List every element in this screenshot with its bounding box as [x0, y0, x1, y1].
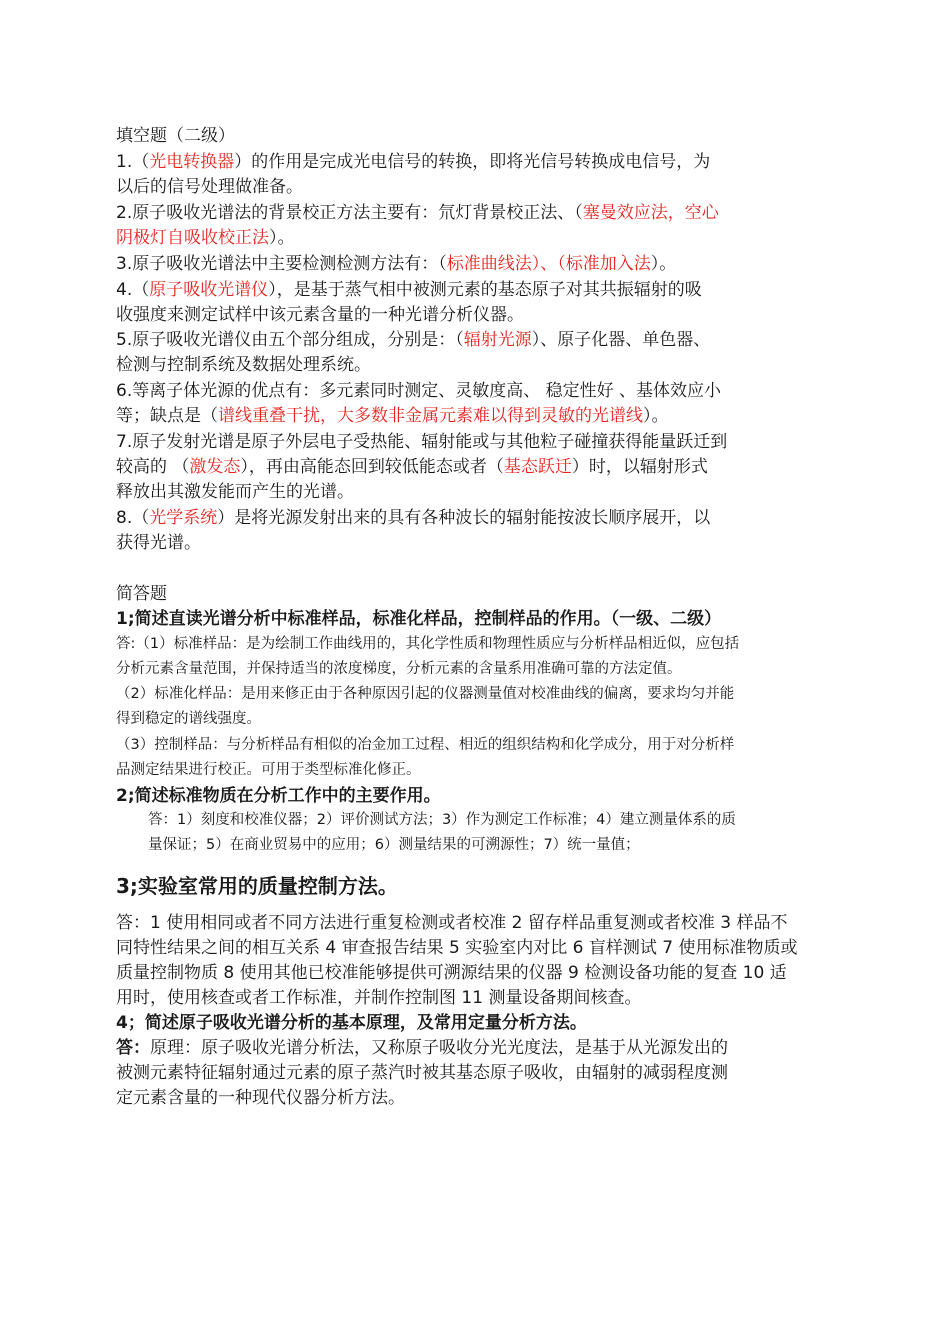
fill-q7-line1: 7.原子发射光谱是原子外层电子受热能、辐射能或与其他粒子碰撞获得能量跃迁到 [116, 432, 728, 452]
short-q1-question: 1;简述直读光谱分析中标准样品，标准化样品，控制样品的作用。（一级、二级） [116, 609, 722, 629]
answer-label: 答： [116, 1038, 150, 1058]
short-q1-answer-line5: （3）控制样品：与分析样品有相似的冶金加工过程、相近的组织结构和化学成分，用于对分析样 [116, 737, 735, 753]
short-q1-answer-line1: 答:（1）标准样品：是为绘制工作曲线用的，其化学性质和物理性质应与分析样品相近似，应包括 [116, 636, 740, 652]
fill-q2-answer-cont: 阴极灯自吸收校正法 [116, 228, 269, 248]
fill-q4-answer: 原子吸收光谱仪 [149, 280, 269, 300]
short-q1-answer-line6: 品测定结果进行校正。可用于类型标准化修正。 [116, 762, 421, 778]
fill-q5-answer: 辐射光源 [463, 330, 532, 350]
fill-q3-line1: 3.原子吸收光谱法中主要检测检测方法有：（标准曲线法）、（标准加入法）。 [116, 254, 677, 274]
fill-q8-answer: 光学系统 [149, 508, 218, 528]
short-q1-answer-line4: 得到稳定的谱线强度。 [116, 711, 261, 727]
fill-q2-answer: 塞曼效应法，空心 [582, 203, 719, 223]
short-q2-answer-line2: 量保证；5）在商业贸易中的应用；6）测量结果的可溯源性；7）统一量值； [148, 837, 640, 853]
fill-q5-line2: 检测与控制系统及数据处理系统。 [116, 355, 371, 375]
short-q3-answer-line2: 同特性结果之间的相互关系 4 审查报告结果 5 实验室内对比 6 盲样测试 7 使用标准物质或 [116, 938, 798, 958]
fill-q7-line3: 释放出其激发能而产生的光谱。 [116, 482, 354, 502]
short-q4-question: 4；简述原子吸收光谱分析的基本原理，及常用定量分析方法。 [116, 1013, 587, 1033]
fill-q1-line1: 1.（光电转换器）的作用是完成光电信号的转换，即将光信号转换成电信号，为 [116, 152, 711, 172]
fill-section-title: 填空题（二级） [116, 126, 235, 146]
short-q3-answer-line3: 质量控制物质 8 使用其他已校准能够提供可溯源结果的仪器 9 检测设备功能的复查 10 适 [116, 963, 787, 983]
fill-q3-answer: 标准曲线法）、（标准加入法 [446, 254, 651, 274]
fill-q6-answer: 谱线重叠干扰，大多数非金属元素难以得到灵敏的光谱线 [218, 406, 643, 426]
short-q3-answer-line1: 答：1 使用相同或者不同方法进行重复检测或者校准 2 留存样品重复测或者校准 3 样品不 [116, 913, 788, 933]
fill-q6-line1: 6.等离子体光源的优点有：多元素同时测定、灵敏度高、 稳定性好 、基体效应小 [116, 381, 722, 401]
short-section-title: 简答题 [116, 584, 167, 604]
fill-q6-line2: 等；缺点是（谱线重叠干扰，大多数非金属元素难以得到灵敏的光谱线）。 [116, 406, 669, 426]
short-q1-answer-line2: 分析元素含量范围，并保持适当的浓度梯度，分析元素的含量系用准确可靠的方法定值。 [116, 661, 682, 677]
fill-q5-line1: 5.原子吸收光谱仪由五个部分组成，分别是：（辐射光源）、原子化器、单色器、 [116, 330, 711, 350]
fill-q7-answer2: 基态跃迁 [503, 457, 572, 477]
short-q4-answer-line3: 定元素含量的一种现代仪器分析方法。 [116, 1088, 405, 1108]
fill-q7-line2: 较高的 （激发态），再由高能态回到较低能态或者（基态跃迁）时，以辐射形式 [116, 457, 708, 477]
fill-q1-answer: 光电转换器 [149, 152, 235, 172]
fill-q8-line2: 获得光谱。 [116, 533, 201, 553]
fill-q4-line2: 收强度来测定试样中该元素含量的一种光谱分析仪器。 [116, 305, 524, 325]
short-q2-question: 2;简述标准物质在分析工作中的主要作用。 [116, 786, 441, 806]
short-q4-answer-line2: 被测元素特征辐射通过元素的原子蒸汽时被其基态原子吸收，由辐射的减弱程度测 [116, 1063, 728, 1083]
short-q3-answer-line4: 用时，使用核查或者工作标准，并制作控制图 11 测量设备期间核查。 [116, 988, 642, 1008]
short-q1-answer-line3: （2）标准化样品：是用来修正由于各种原因引起的仪器测量值对校准曲线的偏离，要求均匀并能 [116, 686, 735, 702]
short-q3-question: 3;实验室常用的质量控制方法。 [116, 874, 398, 898]
fill-q8-line1: 8.（光学系统）是将光源发射出来的具有各种波长的辐射能按波长顺序展开，以 [116, 508, 711, 528]
fill-q2-line1: 2.原子吸收光谱法的背景校正方法主要有：氘灯背景校正法、（塞曼效应法，空心 [116, 203, 719, 223]
short-q2-answer-line1: 答：1）刻度和校准仪器；2）评价测试方法；3）作为测定工作标准；4）建立测量体系的质 [148, 812, 736, 828]
fill-q4-line1: 4.（原子吸收光谱仪），是基于蒸气相中被测元素的基态原子对其共振辐射的吸 [116, 280, 702, 300]
fill-q1-line2: 以后的信号处理做准备。 [116, 177, 303, 197]
fill-q7-answer1: 激发态 [189, 457, 241, 477]
fill-q2-line2: 阴极灯自吸收校正法）。 [116, 228, 295, 248]
short-q4-answer-line1: 答：原理：原子吸收光谱分析法，又称原子吸收分光光度法，是基于从光源发出的 [116, 1038, 728, 1058]
